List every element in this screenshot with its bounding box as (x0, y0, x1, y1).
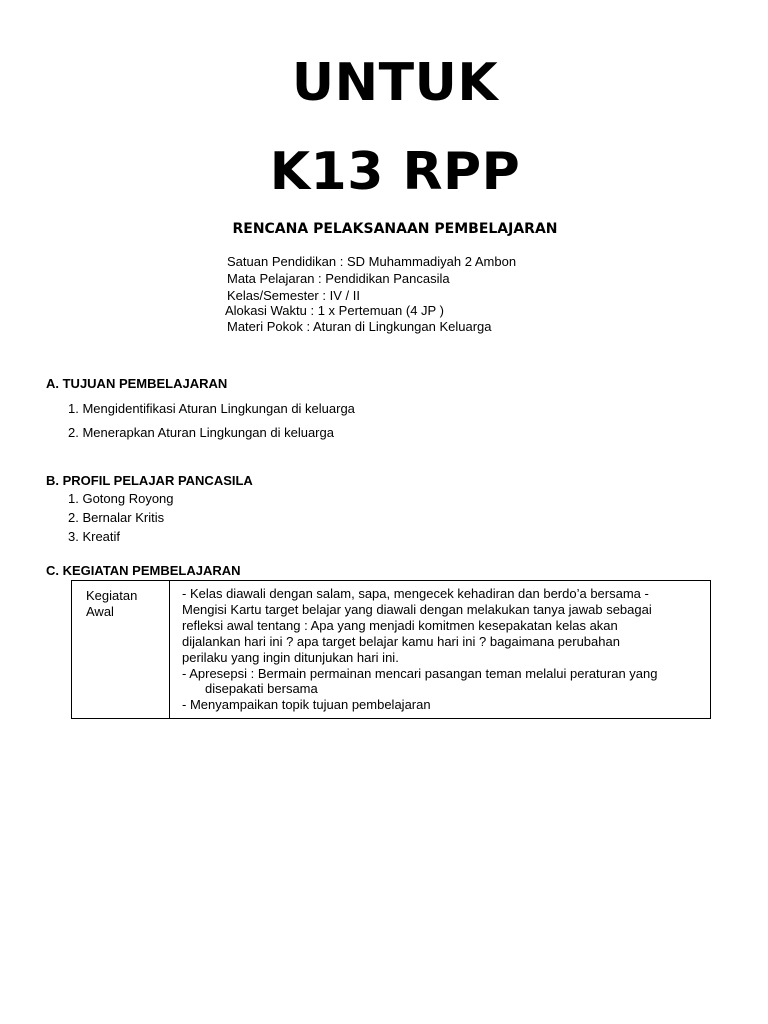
section-a-heading: A. TUJUAN PEMBELAJARAN (46, 376, 228, 391)
activity-line: dijalankan hari ini ? apa target belajar kamu hari ini ? bagaimana perubahan (182, 634, 620, 649)
activity-line: disepakati bersama (205, 681, 318, 696)
list-item: 2. Bernalar Kritis (68, 510, 165, 525)
document-subtitle: RENCANA PELAKSANAAN PEMBELAJARAN (232, 221, 558, 237)
activity-line: - Menyampaikan topik tujuan pembelajaran (182, 697, 431, 712)
list-item: 3. Kreatif (68, 529, 121, 544)
phase-label: Kegiatan Awal (86, 588, 138, 619)
list-item: 1. Mengidentifikasi Aturan Lingkungan di keluarga (68, 401, 355, 416)
activity-line: - Kelas diawali dengan salam, sapa, mengecek kehadiran dan berdo’a bersama - (182, 586, 649, 601)
activity-line: refleksi awal tentang : Apa yang menjadi komitmen kesepakatan kelas akan (182, 618, 618, 633)
identity-materi: Materi Pokok : Aturan di Lingkungan Keluarga (227, 319, 492, 334)
identity-mapel: Mata Pelajaran : Pendidikan Pancasila (227, 271, 450, 286)
section-c-heading: C. KEGIATAN PEMBELAJARAN (46, 563, 241, 578)
identity-satuan: Satuan Pendidikan : SD Muhammadiyah 2 Ambon (227, 254, 517, 269)
activity-line: - Apresepsi : Bermain permainan mencari pasangan teman melalui peraturan yang (182, 666, 658, 681)
activity-table (71, 580, 711, 719)
list-item: 2. Menerapkan Aturan Lingkungan di keluarga (68, 425, 334, 440)
section-b-heading: B. PROFIL PELAJAR PANCASILA (46, 473, 253, 488)
activity-line: perilaku yang ingin ditunjukan hari ini. (182, 650, 399, 665)
identity-kelas: Kelas/Semester : IV / II (227, 288, 360, 303)
title-line-1: UNTUK (291, 53, 499, 113)
table-column-divider (169, 581, 170, 718)
list-item: 1. Gotong Royong (68, 491, 174, 506)
activity-line: Mengisi Kartu target belajar yang diawali dengan melakukan tanya jawab sebagai (182, 602, 652, 617)
identity-alokasi: Alokasi Waktu : 1 x Pertemuan (4 JP ) (225, 303, 444, 318)
title-line-2: K13 RPP (269, 142, 521, 202)
